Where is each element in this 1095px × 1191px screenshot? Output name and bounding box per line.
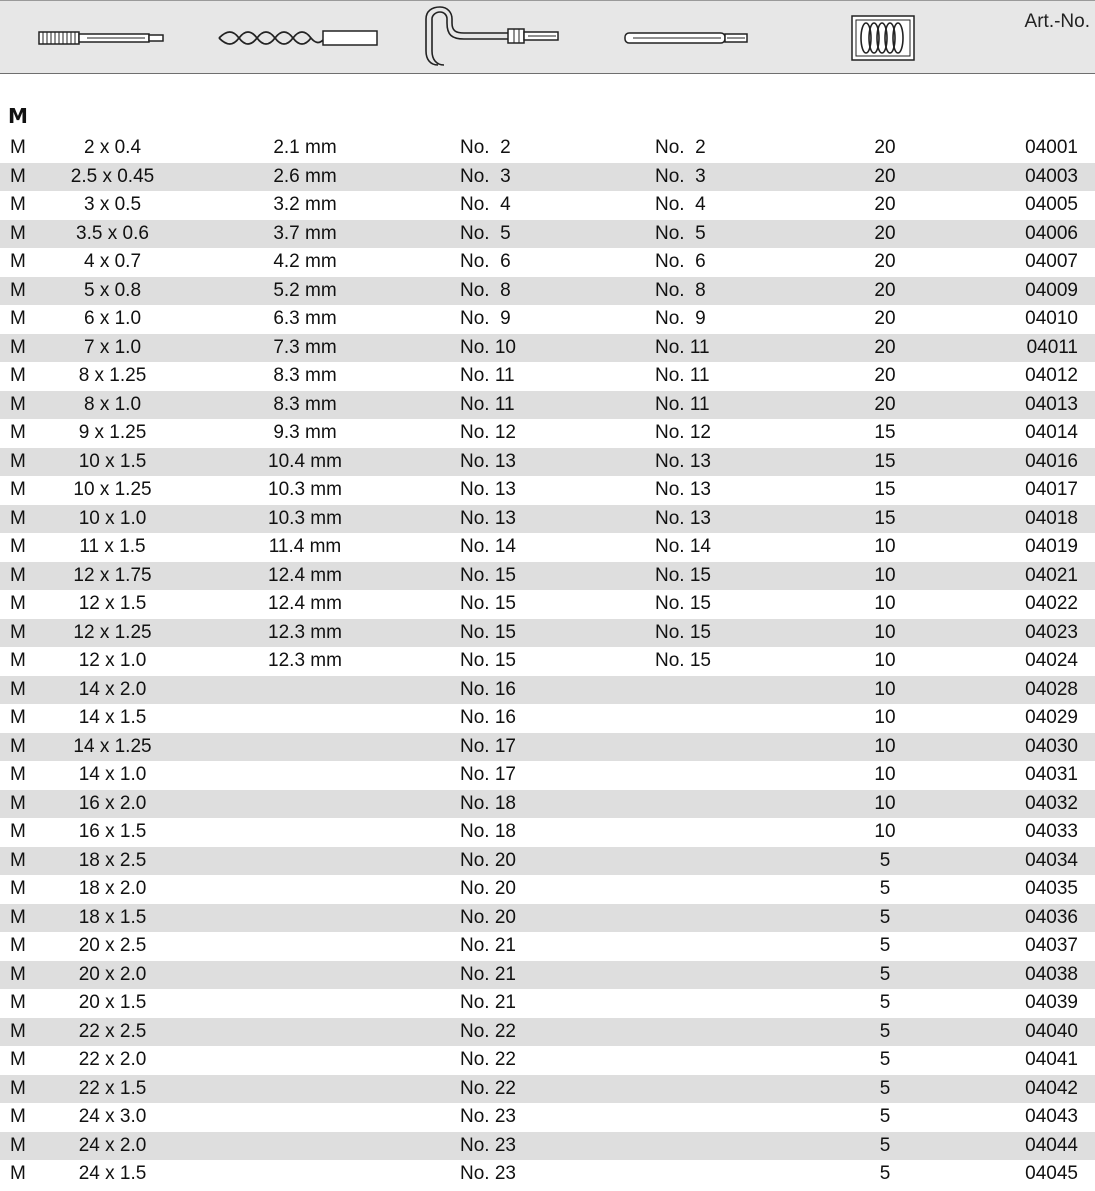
row-tap-number: No. 23 [460,1163,516,1184]
row-quantity: 5 [879,849,891,871]
row-series: M [10,137,26,158]
break-tool-icon [622,1,750,75]
row-article-number: 04024 [1025,650,1078,671]
row-tap-number: No. 5 [460,222,511,244]
parts-table [0,134,1095,1189]
table-row [0,1046,1095,1075]
row-drill-size: 2.6 mm [273,165,337,187]
row-article-number: 04001 [1025,137,1078,158]
row-thread-size: 20 x 2.0 [78,963,147,985]
row-drill-size: 12.3 mm [268,621,342,643]
row-drill-size: 9.3 mm [273,422,337,443]
row-series: M [10,365,26,386]
row-series: M [10,1020,26,1042]
row-series: M [10,165,26,187]
row-quantity: 20 [874,165,896,187]
row-tool-number: No. 11 [655,336,710,358]
row-quantity: 20 [874,308,896,329]
row-article-number: 04042 [1025,1077,1078,1099]
row-thread-size: 24 x 3.0 [78,1106,147,1127]
row-drill-size: 5.2 mm [273,279,337,301]
row-quantity: 20 [874,251,896,272]
row-quantity: 10 [874,593,896,614]
row-article-number: 04036 [1025,906,1078,928]
row-tool-number: No. 13 [655,507,711,529]
row-series: M [10,906,26,928]
row-quantity: 20 [874,194,896,215]
row-series: M [10,678,26,700]
row-tap-number: No. 10 [460,336,516,358]
row-tool-number: No. 12 [655,422,711,443]
row-drill-size: 6.3 mm [273,308,337,329]
row-tool-number: No. 6 [655,251,706,272]
row-quantity: 20 [874,279,896,301]
row-quantity: 20 [874,365,896,386]
row-thread-size: 14 x 2.0 [78,678,147,700]
row-article-number: 04014 [1025,422,1078,443]
row-tap-number: No. 15 [460,650,516,671]
table-row [0,191,1095,220]
row-article-number: 04016 [1025,450,1078,472]
row-article-number: 04035 [1025,878,1078,899]
row-tap-number: No. 22 [460,1049,516,1070]
row-quantity: 10 [874,707,896,728]
row-thread-size: 10 x 1.25 [73,479,152,500]
row-thread-size: 8 x 1.25 [78,365,147,386]
row-series: M [10,1106,26,1127]
row-quantity: 15 [874,450,896,472]
row-tap-number: No. 13 [460,479,516,500]
row-tap-number: No. 13 [460,507,516,529]
row-thread-size: 14 x 1.5 [78,707,147,728]
row-quantity: 20 [874,336,896,358]
row-thread-size: 18 x 1.5 [78,906,147,928]
row-thread-size: 10 x 1.0 [78,507,147,529]
row-quantity: 15 [874,422,896,443]
row-thread-size: 12 x 1.0 [78,650,147,671]
row-series: M [10,479,26,500]
row-thread-size: 18 x 2.0 [78,878,147,899]
table-row [0,790,1095,819]
row-tool-number: No. 5 [655,222,706,244]
row-series: M [10,992,26,1013]
row-series: M [10,821,26,842]
row-series: M [10,450,26,472]
row-tool-number: No. 13 [655,479,711,500]
row-series: M [10,935,26,956]
row-tool-number: No. 2 [655,137,706,158]
row-article-number: 04030 [1025,735,1078,757]
table-row [0,476,1095,505]
row-tool-number: No. 3 [655,165,706,187]
section-title: M [8,104,29,128]
row-thread-size: 12 x 1.5 [78,593,147,614]
row-drill-size: 8.3 mm [273,365,337,386]
row-quantity: 10 [874,821,896,842]
row-series: M [10,764,26,785]
table-row [0,875,1095,904]
row-tool-number: No. 15 [655,564,711,586]
row-tap-number: No. 14 [460,536,516,557]
row-series: M [10,621,26,643]
row-tap-number: No. 11 [460,393,515,415]
row-tap-number: No. 15 [460,564,516,586]
row-tap-number: No. 15 [460,593,516,614]
row-article-number: 04021 [1025,564,1078,586]
row-series: M [10,593,26,614]
table-row [0,448,1095,477]
row-tap-number: No. 21 [460,963,516,985]
row-thread-size: 12 x 1.75 [73,564,152,586]
row-series: M [10,878,26,899]
thread-tap-icon [36,1,166,75]
row-tap-number: No. 21 [460,992,516,1013]
row-drill-size: 12.3 mm [268,650,342,671]
row-article-number: 04040 [1025,1020,1078,1042]
table-row [0,419,1095,448]
row-quantity: 5 [879,963,891,985]
row-drill-size: 4.2 mm [273,251,337,272]
table-row [0,134,1095,163]
row-thread-size: 24 x 2.0 [78,1134,147,1156]
row-quantity: 10 [874,678,896,700]
row-tap-number: No. 20 [460,849,516,871]
row-quantity: 10 [874,564,896,586]
row-quantity: 15 [874,479,896,500]
row-thread-size: 22 x 2.0 [78,1049,147,1070]
row-thread-size: 3.5 x 0.6 [76,222,149,244]
row-tap-number: No. 17 [460,735,516,757]
row-tap-number: No. 3 [460,165,511,187]
row-thread-size: 12 x 1.25 [73,621,152,643]
table-row [0,305,1095,334]
row-tap-number: No. 16 [460,707,516,728]
row-drill-size: 12.4 mm [268,564,342,586]
row-quantity: 20 [874,393,896,415]
row-thread-size: 10 x 1.5 [78,450,147,472]
table-row [0,704,1095,733]
row-tap-number: No. 18 [460,821,516,842]
table-row [0,220,1095,249]
table-row [0,562,1095,591]
row-tap-number: No. 17 [460,764,516,785]
row-series: M [10,1163,26,1184]
table-row [0,676,1095,705]
row-article-number: 04017 [1025,479,1078,500]
row-tap-number: No. 20 [460,906,516,928]
row-quantity: 5 [879,906,891,928]
table-row [0,1103,1095,1132]
row-quantity: 20 [874,222,896,244]
row-tap-number: No. 21 [460,935,516,956]
row-thread-size: 7 x 1.0 [83,336,142,358]
row-thread-size: 11 x 1.5 [79,536,146,557]
drill-bit-icon [214,1,379,75]
row-tap-number: No. 11 [460,365,515,386]
row-tap-number: No. 18 [460,792,516,814]
row-tap-number: No. 15 [460,621,516,643]
row-thread-size: 6 x 1.0 [83,308,142,329]
row-article-number: 04013 [1025,393,1078,415]
row-quantity: 15 [874,507,896,529]
row-drill-size: 10.4 mm [268,450,342,472]
row-tool-number: No. 15 [655,593,711,614]
row-article-number: 04041 [1025,1049,1078,1070]
row-series: M [10,650,26,671]
table-row [0,1160,1095,1189]
row-series: M [10,707,26,728]
art-no-header: Art.-No. [1024,11,1090,32]
row-series: M [10,735,26,757]
row-quantity: 5 [879,1077,891,1099]
table-row [0,163,1095,192]
row-series: M [10,1134,26,1156]
row-article-number: 04045 [1025,1163,1078,1184]
table-row [0,733,1095,762]
row-drill-size: 3.2 mm [273,194,337,215]
row-article-number: 04022 [1025,593,1078,614]
row-article-number: 04003 [1025,165,1078,187]
row-article-number: 04039 [1025,992,1078,1013]
row-article-number: 04043 [1025,1106,1078,1127]
row-article-number: 04028 [1025,678,1078,700]
row-quantity: 10 [874,650,896,671]
row-tool-number: No. 13 [655,450,711,472]
table-row [0,1075,1095,1104]
row-article-number: 04010 [1025,308,1078,329]
row-series: M [10,251,26,272]
row-quantity: 10 [874,621,896,643]
row-series: M [10,422,26,443]
table-row [0,818,1095,847]
table-row [0,533,1095,562]
table-header [0,0,1095,74]
row-article-number: 04023 [1025,621,1078,643]
row-thread-size: 3 x 0.5 [83,194,142,215]
row-article-number: 04011 [1026,336,1078,358]
row-tap-number: No. 8 [460,279,511,301]
table-row [0,590,1095,619]
row-drill-size: 10.3 mm [268,479,342,500]
table-row [0,932,1095,961]
row-quantity: 5 [879,992,891,1013]
row-tap-number: No. 2 [460,137,511,158]
row-drill-size: 12.4 mm [268,593,342,614]
row-drill-size: 8.3 mm [273,393,337,415]
row-thread-size: 20 x 1.5 [78,992,147,1013]
row-article-number: 04037 [1025,935,1078,956]
table-row [0,619,1095,648]
row-series: M [10,308,26,329]
table-row [0,277,1095,306]
row-tool-number: No. 15 [655,621,711,643]
table-row [0,1132,1095,1161]
row-quantity: 5 [879,1049,891,1070]
row-series: M [10,1049,26,1070]
row-tool-number: No. 11 [655,393,710,415]
row-series: M [10,279,26,301]
row-series: M [10,1077,26,1099]
row-tap-number: No. 22 [460,1077,516,1099]
row-thread-size: 16 x 1.5 [78,821,147,842]
table-row [0,505,1095,534]
row-drill-size: 3.7 mm [273,222,337,244]
table-row [0,334,1095,363]
row-tool-number: No. 9 [655,308,706,329]
row-article-number: 04029 [1025,707,1078,728]
table-row [0,904,1095,933]
row-thread-size: 18 x 2.5 [78,849,147,871]
table-row [0,761,1095,790]
row-tap-number: No. 4 [460,194,511,215]
row-article-number: 04034 [1025,849,1078,871]
table-row [0,961,1095,990]
row-tap-number: No. 16 [460,678,516,700]
row-tap-number: No. 12 [460,422,516,443]
row-series: M [10,536,26,557]
row-thread-size: 22 x 2.5 [78,1020,147,1042]
row-quantity: 5 [879,1020,891,1042]
row-tool-number: No. 8 [655,279,706,301]
row-quantity: 5 [879,935,891,956]
table-row [0,847,1095,876]
row-thread-size: 14 x 1.0 [78,764,147,785]
row-article-number: 04012 [1025,365,1078,386]
row-thread-size: 24 x 1.5 [78,1163,147,1184]
row-thread-size: 5 x 0.8 [83,279,142,301]
row-series: M [10,564,26,586]
row-series: M [10,849,26,871]
row-article-number: 04019 [1025,536,1078,557]
row-tap-number: No. 23 [460,1134,516,1156]
table-row [0,391,1095,420]
row-thread-size: 8 x 1.0 [83,393,142,415]
row-tap-number: No. 23 [460,1106,516,1127]
row-thread-size: 2.5 x 0.45 [70,165,155,187]
row-quantity: 20 [874,137,896,158]
row-quantity: 5 [879,1163,891,1184]
table-row [0,362,1095,391]
row-series: M [10,792,26,814]
row-series: M [10,963,26,985]
row-thread-size: 4 x 0.7 [83,251,142,272]
row-article-number: 04007 [1025,251,1078,272]
row-article-number: 04006 [1025,222,1078,244]
row-article-number: 04038 [1025,963,1078,985]
row-drill-size: 2.1 mm [273,137,337,158]
row-article-number: 04044 [1025,1134,1078,1156]
row-drill-size: 11.4 mm [268,536,342,557]
row-thread-size: 9 x 1.25 [78,422,147,443]
row-quantity: 5 [879,878,891,899]
table-row [0,1018,1095,1047]
row-tool-number: No. 11 [655,365,710,386]
row-tap-number: No. 20 [460,878,516,899]
row-drill-size: 10.3 mm [268,507,342,529]
row-article-number: 04032 [1025,792,1078,814]
row-article-number: 04009 [1025,279,1078,301]
row-article-number: 04005 [1025,194,1078,215]
row-thread-size: 22 x 1.5 [78,1077,147,1099]
row-quantity: 5 [879,1134,891,1156]
row-quantity: 10 [874,735,896,757]
table-row [0,647,1095,676]
row-tool-number: No. 14 [655,536,711,557]
row-quantity: 10 [874,792,896,814]
row-tap-number: No. 9 [460,308,511,329]
row-tap-number: No. 13 [460,450,516,472]
row-series: M [10,336,26,358]
row-thread-size: 16 x 2.0 [78,792,147,814]
row-article-number: 04033 [1025,821,1078,842]
row-tap-number: No. 22 [460,1020,516,1042]
row-thread-size: 14 x 1.25 [73,735,152,757]
row-series: M [10,222,26,244]
row-series: M [10,194,26,215]
row-series: M [10,393,26,415]
row-tap-number: No. 6 [460,251,511,272]
row-article-number: 04018 [1025,507,1078,529]
row-quantity: 10 [874,536,896,557]
row-series: M [10,507,26,529]
row-article-number: 04031 [1025,764,1078,785]
table-row [0,989,1095,1018]
row-quantity: 10 [874,764,896,785]
row-quantity: 5 [879,1106,891,1127]
table-row [0,248,1095,277]
insert-tool-icon [420,1,560,75]
thread-insert-coil-icon [847,1,919,75]
row-thread-size: 20 x 2.5 [78,935,147,956]
row-drill-size: 7.3 mm [273,336,337,358]
row-thread-size: 2 x 0.4 [83,137,142,158]
row-tool-number: No. 4 [655,194,706,215]
row-tool-number: No. 15 [655,650,711,671]
